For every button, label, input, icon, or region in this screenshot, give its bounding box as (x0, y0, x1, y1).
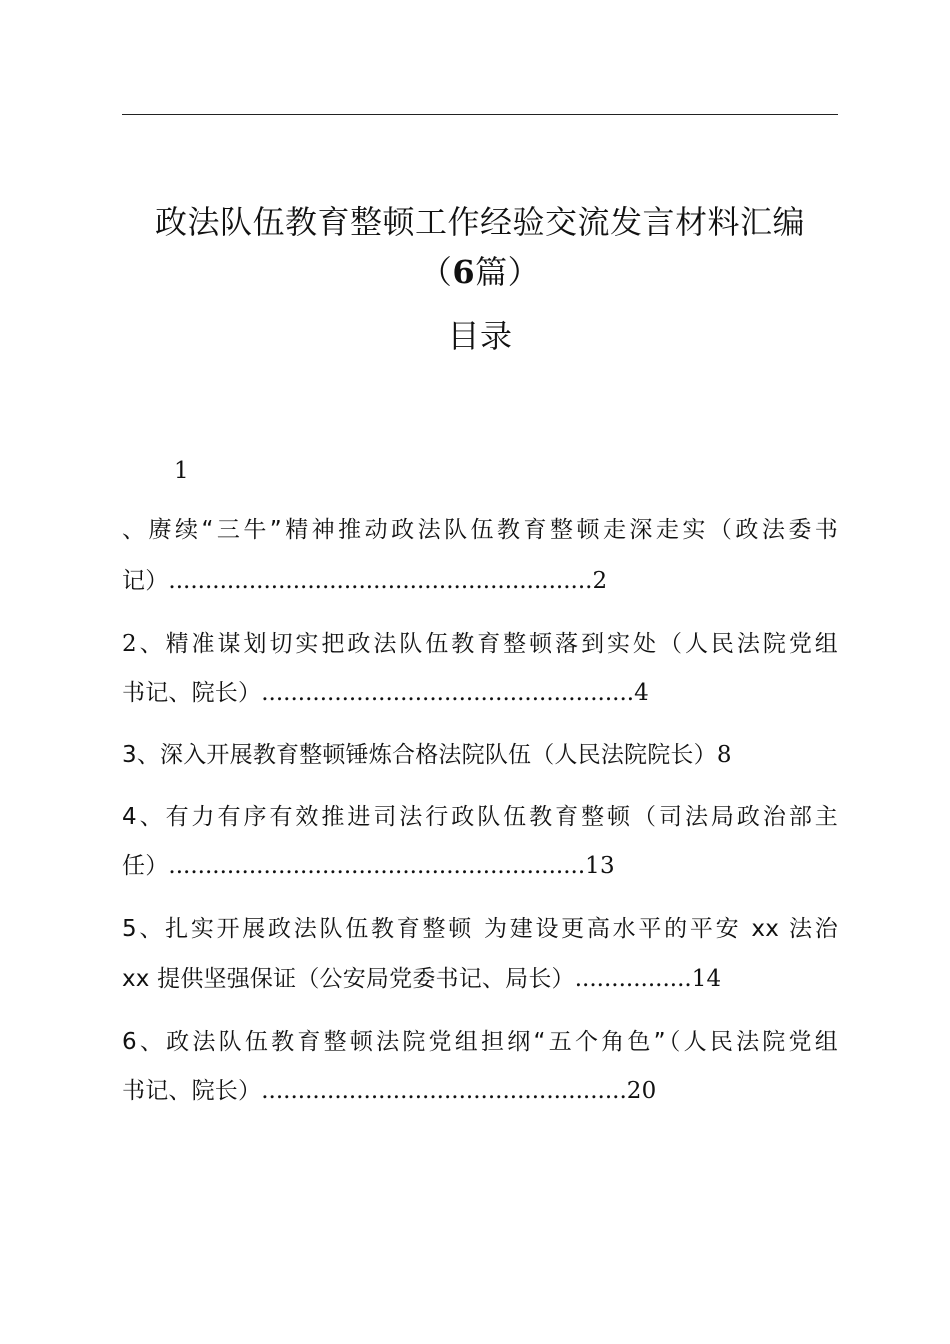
toc-entry-2-line1[interactable] (122, 633, 838, 656)
toc-entry-4-leader: ......................................................... (168, 853, 586, 879)
toc-entry-5-page: 14 (691, 966, 722, 992)
toc-entry-1-line2[interactable] (122, 570, 838, 593)
toc-entry-1-line1[interactable]: 、赓续“三牛”精神推动政法队伍教育整顿走深走实（政法委书 (122, 517, 838, 543)
toc-entry-6-leader: .................................................. (261, 1078, 627, 1104)
document-title: 政法队伍教育整顿工作经验交流发言材料汇编 (154, 203, 805, 241)
toc-entry-4-line2[interactable] (122, 855, 838, 878)
toc-entry-2-page: 4 (634, 680, 649, 706)
toc-entry-6-line1[interactable]: 6、政法队伍教育整顿法院党组担纲“五个角色”（人民法院党组 (122, 1029, 838, 1055)
toc-entry-4-line1[interactable]: 4、有力有序有效推进司法行政队伍教育整顿（司法局政治部主 (122, 804, 838, 830)
toc-entry-1-text: 记） (122, 568, 169, 594)
toc-entry-4-text: 任） (122, 853, 169, 879)
title-count-suffix: 篇） (475, 253, 541, 291)
toc-entry-3-line1[interactable] (122, 744, 838, 767)
toc-entry-3-text: 3、深入开展教育整顿锤炼合格法院队伍（人民法院院长） (122, 742, 717, 768)
toc-entry-2-leader: ................................................... (261, 680, 635, 706)
title-open-paren: （ (419, 253, 453, 291)
toc-entry-5-line1[interactable]: 5、扎实开展政法队伍教育整顿 为建设更高水平的平安 xx 法治 (122, 916, 838, 942)
toc-entry-6-page: 20 (626, 1078, 657, 1104)
toc-entry-2-text: 书记、院长） (122, 680, 262, 706)
toc-entry-3-page: 8 (716, 742, 732, 768)
toc-entry-1-number: 1 (174, 458, 189, 484)
toc-entry-4-page: 13 (585, 853, 615, 879)
table-of-contents (122, 0, 838, 1344)
toc-entry-5-text: xx 提供坚强保证（公安局党委书记、局长） (122, 966, 575, 992)
toc-entry-5-line2[interactable] (122, 968, 838, 991)
title-count-number: 6 (452, 253, 476, 291)
toc-entry-5-leader: ................ (574, 966, 692, 992)
toc-entry-6-text: 书记、院长） (122, 1078, 262, 1104)
toc-entry-2-line2[interactable] (122, 682, 838, 705)
toc-entry-1-leader: .......................................................... (168, 568, 593, 594)
toc-entry-1-page: 2 (592, 568, 608, 594)
toc-entry-2-inline: 2、精准谋划切实把政法队伍教育整顿落到实处（人民法院党组 (122, 631, 838, 657)
toc-heading: 目录 (447, 317, 513, 355)
toc-entry-6-line2[interactable] (122, 1080, 838, 1103)
